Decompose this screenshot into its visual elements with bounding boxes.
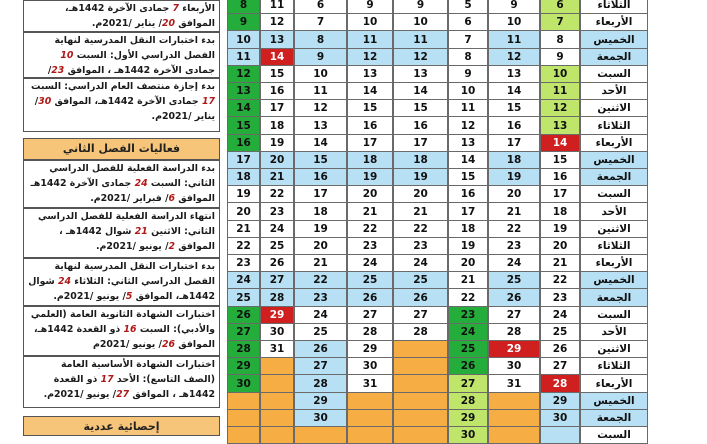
date-cell: 29	[227, 357, 260, 375]
note-highlight-number: 17	[201, 96, 215, 107]
date-cell: 9	[347, 0, 393, 14]
date-cell: 22	[227, 237, 260, 255]
date-cell: 23	[393, 237, 448, 255]
date-cell: 13	[260, 30, 294, 49]
event-note	[23, 78, 220, 132]
event-note	[23, 208, 220, 258]
note-highlight-number: 30	[38, 96, 52, 107]
date-cell: 18	[540, 202, 580, 221]
date-cell: 14	[347, 82, 393, 100]
date-cell: 26	[540, 340, 580, 358]
date-cell: 14	[393, 82, 448, 100]
date-cell: 27	[488, 306, 540, 324]
empty-cell	[260, 357, 294, 375]
day-name-cell: الثلاثاء	[580, 116, 648, 135]
date-cell: 27	[393, 306, 448, 324]
day-name-cell: الاثنين	[580, 220, 648, 238]
date-cell: 17	[294, 185, 347, 203]
date-cell: 13	[488, 65, 540, 83]
note-text: اختبارات الشهادة الأساسية العامة (الصف التاسع): الأحد	[61, 359, 215, 385]
date-cell: 20	[540, 237, 580, 255]
date-cell: 23	[294, 288, 347, 307]
calendar-table	[227, 0, 707, 441]
date-cell: 20	[393, 185, 448, 203]
note-highlight-number: 6	[168, 193, 176, 204]
date-cell: 18	[294, 202, 347, 221]
note-highlight-number: 26	[161, 339, 176, 350]
date-cell: 29	[448, 409, 488, 427]
day-name-cell: الجمعة	[580, 409, 648, 427]
empty-cell	[227, 409, 260, 427]
day-name-cell: الأربعاء	[580, 134, 648, 152]
date-cell: 27	[448, 374, 488, 393]
date-cell: 17	[448, 202, 488, 221]
date-cell: 19	[488, 168, 540, 186]
day-name-cell: الثلاثاء	[580, 357, 648, 375]
date-cell: 18	[488, 151, 540, 169]
note-text: / يونيو /2021م.	[43, 389, 117, 400]
date-cell: 13	[227, 82, 260, 100]
day-name-cell: الخميس	[580, 271, 648, 289]
date-cell: 20	[488, 185, 540, 203]
stats-header: إحصائية عددية	[23, 416, 220, 436]
date-cell: 11	[448, 99, 488, 117]
date-cell: 16	[260, 82, 294, 100]
day-name-cell: الأحد	[580, 323, 648, 341]
date-cell: 10	[227, 30, 260, 49]
date-cell: 15	[488, 99, 540, 117]
date-cell: 11	[227, 48, 260, 66]
note-text: شوال 1442هـ، الموافق	[28, 276, 215, 302]
note-highlight-number: 5	[125, 291, 133, 302]
note-highlight-number: 10	[60, 50, 74, 61]
date-cell: 15	[227, 116, 260, 135]
date-cell: 10	[488, 13, 540, 31]
day-name-cell: الجمعة	[580, 48, 648, 66]
day-name-cell: السبت	[580, 65, 648, 83]
empty-cell	[294, 426, 347, 444]
date-cell: 23	[227, 254, 260, 272]
date-cell: 26	[227, 306, 260, 324]
date-cell: 21	[294, 254, 347, 272]
note-text: ذو القعدة 1442هـ، الموافق	[33, 324, 215, 350]
day-name-cell: الأربعاء	[580, 13, 648, 31]
empty-cell	[393, 426, 448, 444]
date-cell: 21	[540, 254, 580, 272]
empty-cell	[488, 392, 540, 410]
date-cell: 13	[540, 116, 580, 135]
note-text: جمادى الآخرة 1442هـ ، الموافق	[64, 65, 215, 76]
day-name-cell: الجمعة	[580, 168, 648, 186]
note-text: انتهاء الدراسة الفعلية للفصل الدراسي الثاني: الاثنين	[37, 211, 215, 237]
date-cell: 23	[260, 202, 294, 221]
date-cell: 31	[347, 374, 393, 393]
date-cell: 17	[488, 134, 540, 152]
events-sidebar	[23, 0, 220, 433]
date-cell: 12	[260, 13, 294, 31]
date-cell: 19	[540, 220, 580, 238]
date-cell: 25	[448, 340, 488, 358]
date-cell: 30	[347, 357, 393, 375]
date-cell: 28	[227, 340, 260, 358]
date-cell: 10	[540, 65, 580, 83]
empty-cell	[488, 426, 540, 444]
date-cell: 18	[448, 220, 488, 238]
date-cell: 19	[294, 220, 347, 238]
date-cell: 12	[448, 116, 488, 135]
date-cell: 25	[227, 288, 260, 307]
date-cell: 18	[227, 168, 260, 186]
date-cell: 20	[448, 254, 488, 272]
date-cell: 26	[294, 340, 347, 358]
date-cell: 27	[260, 271, 294, 289]
date-cell: 6	[448, 13, 488, 31]
date-cell: 8	[227, 0, 260, 14]
event-note	[23, 32, 220, 78]
event-note	[23, 160, 220, 208]
note-highlight-number: 27	[116, 389, 130, 400]
day-name-cell: الثلاثاء	[580, 0, 648, 14]
date-cell: 16	[540, 168, 580, 186]
date-cell: 14	[488, 82, 540, 100]
date-cell: 22	[294, 271, 347, 289]
date-cell: 22	[393, 220, 448, 238]
date-cell: 6	[294, 0, 347, 14]
date-cell: 30	[260, 323, 294, 341]
note-text: / فبراير /2021م.	[90, 193, 169, 204]
date-cell: 21	[393, 202, 448, 221]
date-cell: 23	[540, 288, 580, 307]
date-cell: 19	[448, 237, 488, 255]
date-cell: 14	[260, 48, 294, 66]
date-cell: 29	[260, 306, 294, 324]
event-note	[23, 0, 220, 32]
date-cell: 9	[393, 0, 448, 14]
date-cell: 29	[294, 392, 347, 410]
date-cell: 20	[294, 237, 347, 255]
date-cell: 19	[393, 168, 448, 186]
day-name-cell: الأحد	[580, 202, 648, 221]
empty-cell	[393, 340, 448, 358]
date-cell: 28	[347, 323, 393, 341]
date-cell: 16	[227, 134, 260, 152]
date-cell: 7	[448, 30, 488, 49]
date-cell: 14	[227, 99, 260, 117]
date-cell: 9	[540, 48, 580, 66]
date-cell: 15	[448, 168, 488, 186]
date-cell: 22	[540, 271, 580, 289]
date-cell: 17	[260, 99, 294, 117]
note-text: / يونيو /2021م.	[95, 241, 169, 252]
date-cell: 24	[540, 306, 580, 324]
date-cell: 16	[393, 116, 448, 135]
date-cell: 26	[260, 254, 294, 272]
date-cell: 18	[347, 151, 393, 169]
date-cell: 19	[260, 134, 294, 152]
date-cell: 28	[448, 392, 488, 410]
date-cell: 27	[227, 323, 260, 341]
day-name-cell: السبت	[580, 426, 648, 444]
date-cell: 9	[448, 65, 488, 83]
date-cell: 25	[540, 323, 580, 341]
date-cell: 10	[448, 82, 488, 100]
date-cell: 14	[540, 134, 580, 152]
date-cell: 25	[488, 271, 540, 289]
date-cell: 8	[540, 30, 580, 49]
note-highlight-number: 24	[58, 276, 72, 287]
date-cell: 31	[260, 340, 294, 358]
date-cell: 13	[393, 65, 448, 83]
empty-cell	[260, 426, 294, 444]
date-cell: 28	[393, 323, 448, 341]
date-cell: 22	[260, 185, 294, 203]
date-cell: 23	[448, 306, 488, 324]
note-highlight-number: 24	[134, 178, 148, 189]
date-cell: 7	[540, 13, 580, 31]
date-cell: 30	[540, 409, 580, 427]
date-cell: 21	[488, 202, 540, 221]
note-highlight-number: 20	[161, 18, 176, 29]
event-note	[23, 306, 220, 356]
date-cell: 30	[227, 374, 260, 393]
empty-cell	[260, 392, 294, 410]
date-cell: 24	[260, 220, 294, 238]
date-cell: 12	[347, 48, 393, 66]
empty-cell	[393, 357, 448, 375]
date-cell: 12	[393, 48, 448, 66]
date-cell: 19	[227, 185, 260, 203]
date-cell: 29	[347, 340, 393, 358]
date-cell: 18	[260, 116, 294, 135]
date-cell: 21	[227, 220, 260, 238]
note-highlight-number: 21	[134, 226, 148, 237]
date-cell: 16	[294, 168, 347, 186]
note-text: جمادى الآخرة 1442هـ، الموافق	[51, 96, 202, 107]
date-cell: 29	[540, 392, 580, 410]
date-cell: 15	[393, 99, 448, 117]
day-name-cell: الخميس	[580, 392, 648, 410]
date-cell: 15	[347, 99, 393, 117]
date-cell: 15	[540, 151, 580, 169]
date-cell: 10	[393, 13, 448, 31]
date-cell: 16	[448, 185, 488, 203]
empty-cell	[227, 392, 260, 410]
note-text: بدء اختبارات النقل المدرسية لنهاية الفصل الدراسي الأول: السبت	[54, 35, 215, 61]
date-cell: 27	[294, 357, 347, 375]
date-cell: 24	[488, 254, 540, 272]
note-text: / يناير /2021م.	[91, 18, 162, 29]
date-cell: 12	[540, 99, 580, 117]
date-cell: 19	[347, 168, 393, 186]
date-cell: 20	[260, 151, 294, 169]
note-highlight-number: 7	[172, 3, 180, 14]
date-cell: 17	[227, 151, 260, 169]
date-cell: 10	[347, 13, 393, 31]
date-cell: 22	[488, 220, 540, 238]
day-name-cell: الأربعاء	[580, 254, 648, 272]
day-name-cell: الخميس	[580, 30, 648, 49]
date-cell: 13	[347, 65, 393, 83]
date-cell: 25	[260, 237, 294, 255]
date-cell: 20	[347, 185, 393, 203]
date-cell: 11	[540, 82, 580, 100]
date-cell: 25	[294, 323, 347, 341]
date-cell: 25	[347, 271, 393, 289]
date-cell: 28	[260, 288, 294, 307]
date-cell: 12	[488, 48, 540, 66]
date-cell: 28	[540, 374, 580, 393]
date-cell: 24	[294, 306, 347, 324]
note-text: جمادى الآخرة 1442هـ الموافق	[30, 178, 215, 204]
day-name-cell: الاثنين	[580, 99, 648, 117]
day-name-cell: السبت	[580, 185, 648, 203]
date-cell: 24	[448, 323, 488, 341]
empty-cell	[393, 409, 448, 427]
note-text: /	[47, 65, 52, 76]
empty-cell	[540, 426, 580, 444]
date-cell: 30	[488, 357, 540, 375]
date-cell: 26	[393, 288, 448, 307]
date-cell: 8	[294, 30, 347, 49]
note-text: / يونيو /2021م	[93, 339, 162, 350]
date-cell: 30	[448, 426, 488, 444]
date-cell: 9	[227, 13, 260, 31]
date-cell: 13	[448, 134, 488, 152]
date-cell: 20	[227, 202, 260, 221]
date-cell: 21	[347, 202, 393, 221]
date-cell: 11	[393, 30, 448, 49]
empty-cell	[393, 392, 448, 410]
date-cell: 24	[227, 271, 260, 289]
date-cell: 28	[488, 323, 540, 341]
empty-cell	[347, 392, 393, 410]
note-text: جمادى الآخرة 1442هـ، الموافق	[65, 3, 215, 29]
empty-cell	[393, 374, 448, 393]
date-cell: 11	[488, 30, 540, 49]
event-note	[23, 258, 220, 306]
date-cell: 9	[488, 0, 540, 14]
empty-cell	[227, 426, 260, 444]
date-cell: 12	[294, 99, 347, 117]
note-text: الأربعاء	[179, 3, 215, 14]
note-highlight-number: 17	[100, 374, 114, 385]
date-cell: 12	[227, 65, 260, 83]
note-text: بدء إجازة منتصف العام الدراسي: السبت	[31, 81, 215, 92]
day-name-cell: الأربعاء	[580, 374, 648, 393]
note-text: اختبارات الشهادة الثانوية العامة (العلمي والأدبي): السبت	[30, 309, 215, 335]
date-cell: 22	[347, 220, 393, 238]
date-cell: 9	[294, 48, 347, 66]
date-cell: 14	[294, 134, 347, 152]
date-cell: 18	[393, 151, 448, 169]
note-text: شوال 1442هـ ، الموافق	[59, 226, 215, 252]
date-cell: 15	[294, 151, 347, 169]
date-cell: 17	[347, 134, 393, 152]
note-highlight-number: 23	[51, 65, 65, 76]
day-name-cell: الاثنين	[580, 340, 648, 358]
note-highlight-number: 16	[123, 324, 137, 335]
date-cell: 17	[393, 134, 448, 152]
note-text: بدء اختبارات النقل المدرسية لنهاية الفصل الدراسي الثاني: الثلاثاء	[54, 261, 215, 287]
date-cell: 22	[448, 288, 488, 307]
event-note	[23, 356, 220, 408]
date-cell: 11	[260, 0, 294, 14]
note-text: ذو القعدة 1442هـ ، الموافق	[53, 374, 215, 400]
date-cell: 7	[294, 13, 347, 31]
date-cell: 14	[448, 151, 488, 169]
date-cell: 6	[540, 0, 580, 14]
empty-cell	[488, 409, 540, 427]
day-name-cell: السبت	[580, 306, 648, 324]
date-cell: 24	[347, 254, 393, 272]
date-cell: 31	[488, 374, 540, 393]
day-name-cell: الجمعة	[580, 288, 648, 307]
note-text: / يونيو /2021م.	[53, 291, 126, 302]
date-cell: 24	[393, 254, 448, 272]
empty-cell	[260, 374, 294, 393]
date-cell: 29	[488, 340, 540, 358]
day-name-cell: الأحد	[580, 82, 648, 100]
date-cell: 27	[347, 306, 393, 324]
date-cell: 10	[294, 65, 347, 83]
second-term-events-header: فعاليات الفصل الثاني	[23, 138, 220, 160]
date-cell: 21	[260, 168, 294, 186]
note-text: / يناير /2021م.	[34, 96, 215, 122]
date-cell: 21	[448, 271, 488, 289]
date-cell: 16	[488, 116, 540, 135]
date-cell: 30	[294, 409, 347, 427]
date-cell: 26	[448, 357, 488, 375]
note-highlight-number: 2	[168, 241, 176, 252]
date-cell: 25	[393, 271, 448, 289]
date-cell: 17	[540, 185, 580, 203]
date-cell: 16	[347, 116, 393, 135]
empty-cell	[260, 409, 294, 427]
date-cell: 11	[294, 82, 347, 100]
date-cell: 26	[347, 288, 393, 307]
day-name-cell: الثلاثاء	[580, 237, 648, 255]
date-cell: 27	[540, 357, 580, 375]
date-cell: 15	[260, 65, 294, 83]
date-cell: 23	[488, 237, 540, 255]
date-cell: 5	[448, 0, 488, 14]
day-name-cell: الخميس	[580, 151, 648, 169]
date-cell: 28	[294, 374, 347, 393]
date-cell: 8	[448, 48, 488, 66]
date-cell: 11	[347, 30, 393, 49]
date-cell: 26	[488, 288, 540, 307]
empty-cell	[347, 409, 393, 427]
date-cell: 23	[347, 237, 393, 255]
date-cell: 13	[294, 116, 347, 135]
empty-cell	[347, 426, 393, 444]
note-text: بدء الدراسة الفعلية للفصل الدراسي الثاني: السبت	[49, 163, 215, 189]
